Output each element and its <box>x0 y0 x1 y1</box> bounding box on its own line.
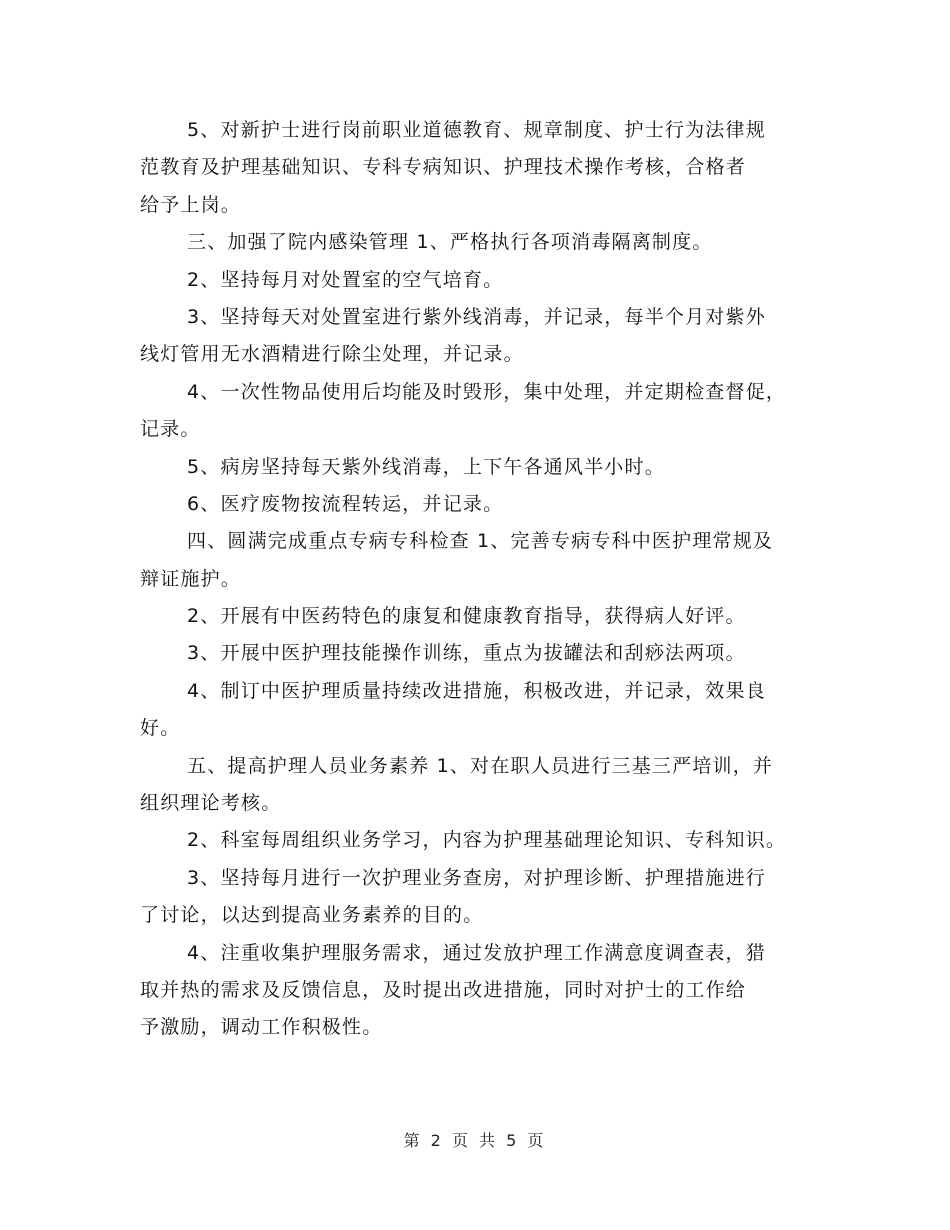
text-line: 予激励，调动工作积极性。 <box>140 1016 383 1039</box>
text-line: 3、开展中医护理技能操作训练，重点为拔罐法和刮痧法两项。 <box>187 642 746 665</box>
text-line: 4、一次性物品使用后均能及时毁形，集中处理，并定期检查督促， <box>187 380 787 403</box>
text-line: 5、对新护士进行岗前职业道德教育、规章制度、护士行为法律规 <box>187 119 766 141</box>
text-line: 三、加强了院内感染管理 1、严格执行各项消毒隔离制度。 <box>187 231 713 254</box>
text-line: 记录。 <box>140 418 201 441</box>
text-line: 2、科室每周组织业务学习，内容为护理基础理论知识、专科知识。 <box>187 829 787 852</box>
text-line: 取并热的需求及反馈信息，及时提出改进措施，同时对护士的工作给 <box>140 978 747 1001</box>
text-line: 4、制订中医护理质量持续改进措施，积极改进，并记录，效果良 <box>187 679 766 702</box>
text-line: 2、坚持每月对处置室的空气培育。 <box>187 268 504 291</box>
text-line: 组织理论考核。 <box>140 792 282 815</box>
text-line: 给予上岗。 <box>140 193 242 216</box>
text-line: 辩证施护。 <box>140 567 242 590</box>
text-line: 3、坚持每天对处置室进行紫外线消毒，并记录，每半个月对紫外 <box>187 305 766 328</box>
text-line: 4、注重收集护理服务需求，通过发放护理工作满意度调查表，猎 <box>187 941 766 964</box>
page-number: 第 2 页 共 5 页 <box>403 1131 547 1150</box>
text-line: 五、提高护理人员业务素养 1、对在职人员进行三基三严培训，并 <box>187 754 774 777</box>
text-line: 5、病房坚持每天紫外线消毒，上下午各通风半小时。 <box>187 455 665 478</box>
document-body <box>140 112 820 1047</box>
text-line: 3、坚持每月进行一次护理业务查房，对护理诊断、护理措施进行 <box>187 866 766 889</box>
text-line: 四、圆满完成重点专病专科检查 1、完善专病专科中医护理常规及 <box>187 530 774 553</box>
text-line: 6、医疗废物按流程转运，并记录。 <box>187 492 504 515</box>
text-line: 2、开展有中医药特色的康复和健康教育指导，获得病人好评。 <box>187 605 746 628</box>
text-line: 了讨论，以达到提高业务素养的目的。 <box>140 904 484 927</box>
text-line: 范教育及护理基础知识、专科专病知识、护理技术操作考核，合格者 <box>140 156 747 179</box>
text-line: 线灯管用无水酒精进行除尘处理，并记录。 <box>140 343 524 366</box>
text-line: 好。 <box>140 717 181 740</box>
